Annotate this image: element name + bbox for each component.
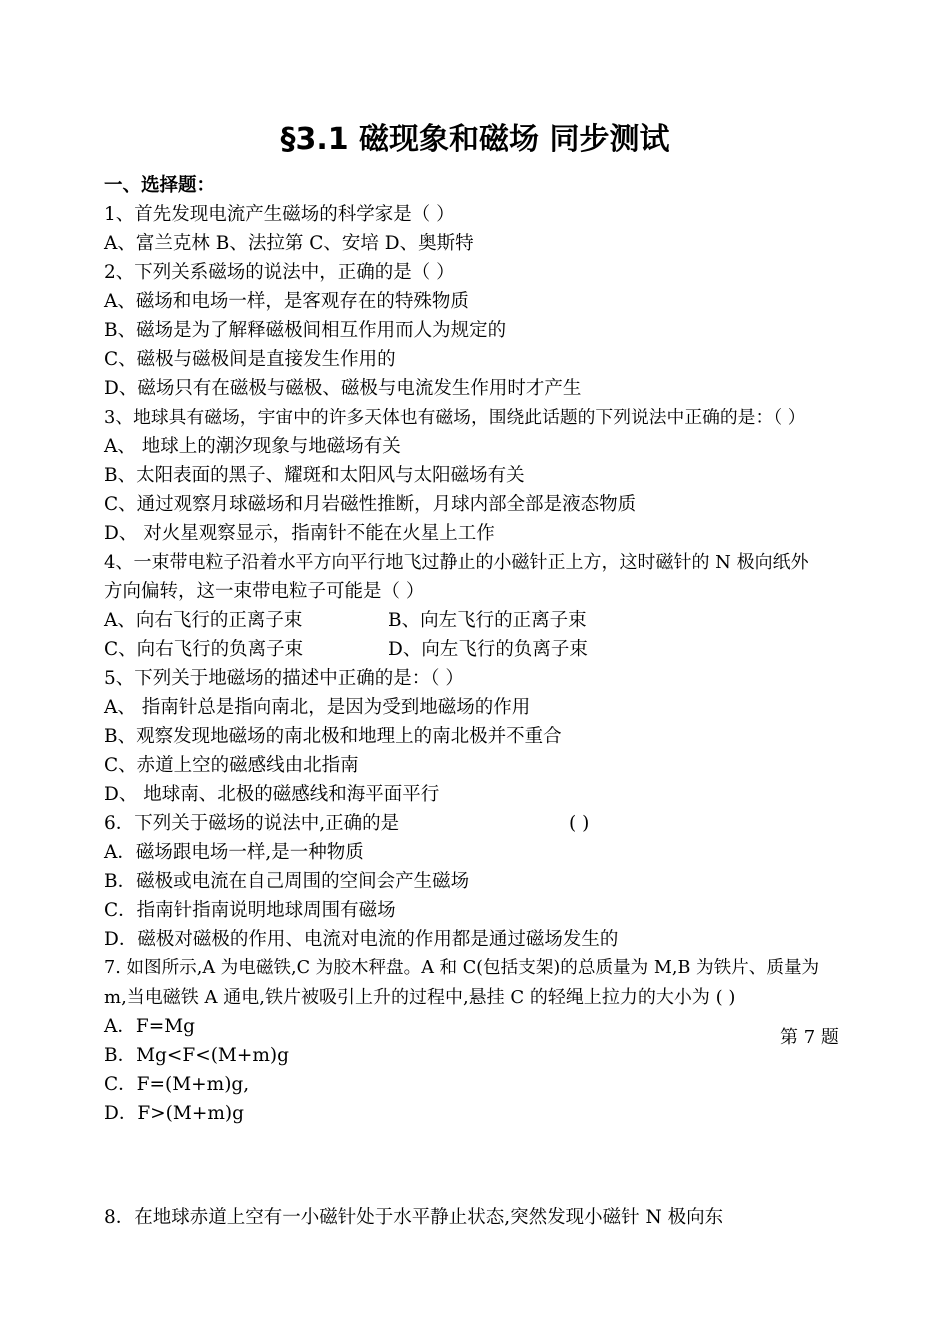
q1-stem: 1、首先发现电流产生磁场的科学家是（ ） [104, 204, 455, 225]
q2-option-c: C、磁极与磁极间是直接发生作用的 [104, 349, 396, 370]
q2-option-a: A、磁场和电场一样，是客观存在的特殊物质 [104, 291, 469, 312]
q6-option-c: C．指南针指南说明地球周围有磁场 [104, 900, 396, 921]
q6-stem: 6．下列关于磁场的说法中,正确的是 [104, 813, 400, 834]
q4-option-c: C、向右飞行的负离子束 [104, 639, 304, 660]
q3-option-a: A、 地球上的潮汐现象与地磁场有关 [104, 436, 401, 457]
q2-option-b: B、磁场是为了解释磁极间相互作用而人为规定的 [104, 320, 507, 341]
q5-option-a: A、 指南针总是指向南北，是因为受到地磁场的作用 [104, 697, 531, 718]
q7-option-c: C．F=(M+m)g, [104, 1074, 250, 1095]
q6-stem-line [104, 809, 590, 838]
q4-option-a: A、向右飞行的正离子束 [104, 610, 303, 631]
page-title: §3.1 磁现象和磁场 同步测试 [280, 122, 670, 157]
q5-stem: 5、下列关于地磁场的描述中正确的是：（ ） [104, 668, 464, 689]
q3-stem: 3、地球具有磁场，宇宙中的许多天体也有磁场，围绕此话题的下列说法中正确的是：（ ） [104, 407, 806, 428]
q2-stem: 2、下列关系磁场的说法中，正确的是（ ） [104, 262, 455, 283]
q3-option-c: C、通过观察月球磁场和月岩磁性推断，月球内部全部是液态物质 [104, 494, 637, 515]
q4-stem-line1: 4、一束带电粒子沿着水平方向平行地飞过静止的小磁针正上方，这时磁针的 N 极向纸外 [104, 552, 809, 573]
q5-option-b: B、观察发现地磁场的南北极和地理上的南北极并不重合 [104, 726, 562, 747]
q5-option-d: D、 地球南、北极的磁感线和海平面平行 [104, 784, 440, 805]
q7-option-b: B．Mg<F<(M+m)g [104, 1045, 289, 1066]
q7-stem-line2: m,当电磁铁 A 通电,铁片被吸引上升的过程中,悬挂 C 的轻绳上拉力的大小为 ( ) [104, 987, 736, 1008]
q6-option-a: A．磁场跟电场一样,是一种物质 [104, 842, 364, 863]
q7-option-a: A．F=Mg [104, 1016, 195, 1037]
q4-options-row1 [104, 606, 587, 635]
q6-option-b: B．磁极或电流在自己周围的空间会产生磁场 [104, 871, 470, 892]
q4-options-row2 [104, 635, 588, 664]
section-heading: 一、选择题： [104, 175, 216, 196]
q4-stem-line2: 方向偏转，这一束带电粒子可能是（ ） [104, 581, 425, 602]
q8-stem: 8．在地球赤道上空有一小磁针处于水平静止状态,突然发现小磁针 N 极向东 [104, 1207, 724, 1228]
q4-option-b: B、向左飞行的正离子束 [388, 610, 587, 631]
q5-option-c: C、赤道上空的磁感线由北指南 [104, 755, 359, 776]
q7-figure-label: 第 7 题 [780, 1027, 839, 1048]
q2-option-d: D、磁场只有在磁极与磁极、磁极与电流发生作用时才产生 [104, 378, 582, 399]
q3-option-d: D、 对火星观察显示，指南针不能在火星上工作 [104, 523, 495, 544]
q7-option-d: D．F>(M+m)g [104, 1103, 244, 1124]
q6-answer-paren: ( ) [569, 813, 590, 834]
q3-option-b: B、太阳表面的黑子、耀斑和太阳风与太阳磁场有关 [104, 465, 525, 486]
q7-stem-line1: 7. 如图所示,A 为电磁铁,C 为胶木秤盘。A 和 C(包括支架)的总质量为 M,B 为铁片、质量为 [104, 958, 820, 978]
q1-options: A、富兰克林 B、法拉第 C、安培 D、奥斯特 [104, 233, 474, 254]
q6-option-d: D．磁极对磁极的作用、电流对电流的作用都是通过磁场发生的 [104, 929, 619, 950]
q4-option-d: D、向左飞行的负离子束 [388, 639, 588, 660]
